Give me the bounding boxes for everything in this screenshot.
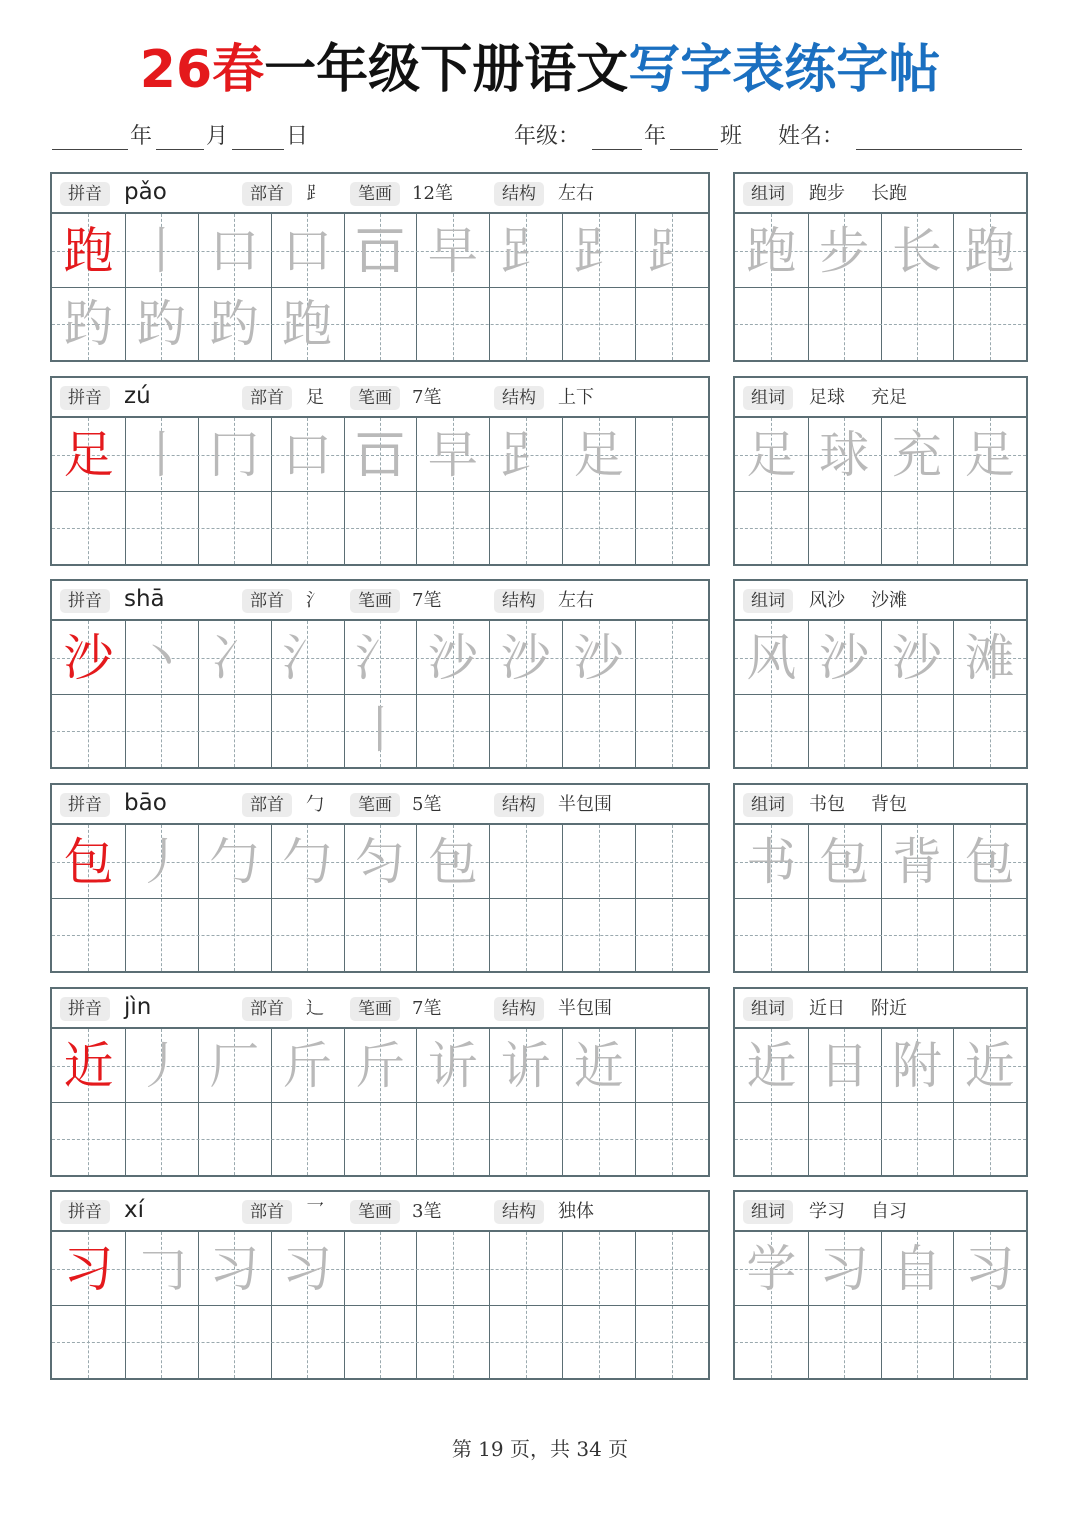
strokes-tag: 笔画: [350, 589, 400, 613]
grade-unit: 年: [644, 124, 667, 149]
guide-line: [599, 825, 600, 971]
model-character: 近: [63, 1036, 114, 1095]
stroke-step: 氵: [282, 628, 333, 687]
stroke-step: 䜣: [427, 1036, 478, 1095]
strokes-tag: 笔画: [350, 1200, 400, 1224]
stroke-step: 丿: [136, 832, 187, 891]
words-tag: 组词: [743, 793, 793, 817]
guide-line: [52, 1139, 708, 1140]
word-trace-character: 风: [746, 628, 797, 687]
model-character: 包: [63, 832, 114, 891]
month-label: 月: [206, 124, 229, 149]
words-tag: 组词: [743, 589, 793, 613]
stroke-step: 习: [282, 1239, 333, 1298]
radical-tag: 部首: [242, 386, 292, 410]
words-grid: [735, 621, 1026, 767]
stroke-step: 氵丨: [355, 628, 405, 759]
guide-line: [526, 1232, 527, 1378]
word-trace-character: 背: [891, 832, 942, 891]
words-grid: [735, 1029, 1026, 1175]
strokes-value: 12笔: [412, 183, 453, 204]
stroke-step: ⻊: [646, 221, 697, 280]
word-1: 风沙: [809, 590, 845, 611]
strokes-value: 7笔: [412, 387, 442, 408]
pinyin-value: jìn: [124, 994, 152, 1020]
writing-grid: [52, 1029, 708, 1175]
guide-line: [52, 935, 708, 936]
word-1: 近日: [809, 998, 845, 1019]
pinyin-value: xí: [124, 1197, 145, 1223]
radical-tag: 部首: [242, 182, 292, 206]
guide-line: [52, 1342, 708, 1343]
model-character: 跑: [63, 221, 114, 280]
word-2: 沙滩: [871, 590, 907, 611]
words-panel: [733, 376, 1028, 566]
word-trace-character: 沙: [819, 628, 870, 687]
character-panel: [50, 1190, 710, 1380]
guide-line: [672, 1029, 673, 1175]
structure-tag: 结构: [494, 997, 544, 1021]
word-trace-character: 充: [891, 425, 942, 484]
stroke-step: 𠮛: [355, 425, 405, 484]
cell-border: [735, 1102, 1026, 1103]
word-trace-character: 附: [891, 1036, 942, 1095]
radical-tag: 部首: [242, 793, 292, 817]
grade-blank[interactable]: [592, 149, 642, 150]
guide-line: [672, 418, 673, 564]
words-grid: [735, 418, 1026, 564]
pinyin-tag: 拼音: [60, 1200, 110, 1224]
words-panel: [733, 987, 1028, 1177]
model-character: 习: [63, 1239, 114, 1298]
words-info-bar: [735, 989, 1026, 1029]
structure-tag: 结构: [494, 1200, 544, 1224]
page-footer: 第 19 页，共 34 页: [451, 1437, 629, 1461]
stroke-step: 沙: [573, 628, 624, 687]
word-trace-character: 习: [964, 1239, 1015, 1298]
day-label: 日: [286, 124, 309, 149]
trace-character: 趵: [209, 294, 260, 353]
radical-value: 足: [306, 387, 324, 408]
character-info-bar: [52, 785, 708, 825]
words-panel: [733, 783, 1028, 973]
stroke-step: 厂: [209, 1036, 260, 1095]
structure-tag: 结构: [494, 386, 544, 410]
word-trace-character: 自: [891, 1239, 942, 1298]
radical-value: 氵: [306, 590, 324, 611]
guide-line: [735, 731, 1026, 732]
guide-line: [599, 1232, 600, 1378]
year-blank[interactable]: [52, 149, 128, 150]
structure-tag: 结构: [494, 793, 544, 817]
words-panel: [733, 1190, 1028, 1380]
stroke-step: 𧾷: [500, 221, 551, 280]
word-trace-character: 近: [964, 1036, 1015, 1095]
word-1: 足球: [809, 387, 845, 408]
character-panel: [50, 579, 710, 769]
class-blank[interactable]: [670, 149, 718, 150]
cell-border: [735, 491, 1026, 492]
stroke-step: 早: [427, 425, 478, 484]
word-trace-character: 包: [964, 832, 1015, 891]
word-trace-character: 长: [891, 221, 942, 280]
word-trace-character: 球: [819, 425, 870, 484]
strokes-value: 7笔: [412, 590, 442, 611]
structure-tag: 结构: [494, 589, 544, 613]
character-info-bar: [52, 378, 708, 418]
character-info-bar: [52, 581, 708, 621]
pinyin-tag: 拼音: [60, 386, 110, 410]
words-info-bar: [735, 378, 1026, 418]
word-trace-character: 书: [746, 832, 797, 891]
word-trace-character: 足: [746, 425, 797, 484]
title-grade: 一年级下册语文: [264, 40, 629, 100]
pinyin-tag: 拼音: [60, 793, 110, 817]
word-trace-character: 足: [964, 425, 1015, 484]
radical-tag: 部首: [242, 997, 292, 1021]
stroke-step: 𠮛: [355, 221, 405, 280]
word-trace-character: 跑: [746, 221, 797, 280]
guide-line: [672, 825, 673, 971]
strokes-value: 5笔: [412, 794, 442, 815]
stroke-step: 𠃌: [136, 1239, 187, 1298]
day-blank[interactable]: [232, 149, 284, 150]
words-info-bar: [735, 1192, 1026, 1232]
character-panel: [50, 376, 710, 566]
trace-character: 跑: [282, 294, 333, 353]
stroke-step: 勹: [209, 832, 260, 891]
structure-value: 上下: [558, 387, 594, 408]
model-character: 足: [63, 425, 114, 484]
pinyin-value: zú: [124, 383, 151, 409]
radical-tag: 部首: [242, 589, 292, 613]
stroke-step: 沙: [500, 628, 551, 687]
stroke-step: 冂: [209, 425, 260, 484]
writing-grid: [52, 1232, 708, 1378]
trace-character: 趵: [136, 294, 187, 353]
stroke-step: 斤: [282, 1036, 333, 1095]
stroke-step: 沙: [427, 628, 478, 687]
stroke-step: 丶: [136, 628, 187, 687]
radical-value: 勹: [306, 794, 324, 815]
word-2: 背包: [871, 794, 907, 815]
stroke-step: 匀: [355, 832, 405, 891]
guide-line: [672, 1232, 673, 1378]
guide-line: [735, 1342, 1026, 1343]
strokes-tag: 笔画: [350, 997, 400, 1021]
stroke-step: 近: [573, 1036, 624, 1095]
word-2: 长跑: [871, 183, 907, 204]
word-trace-character: 习: [819, 1239, 870, 1298]
words-tag: 组词: [743, 997, 793, 1021]
stroke-step: 丿: [136, 1036, 187, 1095]
strokes-tag: 笔画: [350, 386, 400, 410]
word-trace-character: 包: [819, 832, 870, 891]
structure-value: 独体: [558, 1201, 594, 1222]
words-panel: [733, 579, 1028, 769]
stroke-step: 包: [427, 832, 478, 891]
strokes-value: 7笔: [412, 998, 442, 1019]
writing-grid: [52, 825, 708, 971]
guide-line: [526, 825, 527, 971]
stroke-step: 冫: [209, 628, 260, 687]
stroke-step: 口: [209, 221, 260, 280]
structure-value: 半包围: [558, 998, 612, 1019]
model-character: 沙: [63, 628, 114, 687]
pinyin-tag: 拼音: [60, 997, 110, 1021]
stroke-step: 丨: [136, 221, 187, 280]
words-tag: 组词: [743, 182, 793, 206]
guide-line: [52, 528, 708, 529]
stroke-step: 足: [573, 425, 624, 484]
pinyin-tag: 拼音: [60, 182, 110, 206]
guide-line: [735, 324, 1026, 325]
stroke-step: 𧾷: [573, 221, 624, 280]
year-label: 年: [130, 124, 153, 149]
page-title: [0, 38, 1080, 102]
word-trace-character: 日: [819, 1036, 870, 1095]
word-trace-character: 滩: [964, 628, 1015, 687]
name-label: 姓名：: [778, 124, 845, 149]
stroke-step: 习: [209, 1239, 260, 1298]
name-blank[interactable]: [856, 149, 1022, 150]
writing-grid: [52, 214, 708, 360]
words-panel: [733, 172, 1028, 362]
character-panel: [50, 987, 710, 1177]
stroke-step: 䜣: [500, 1036, 551, 1095]
guide-line: [672, 621, 673, 767]
word-1: 学习: [809, 1201, 845, 1222]
cell-border: [735, 1305, 1026, 1306]
stroke-step: 口: [282, 425, 333, 484]
stroke-step: 早: [427, 221, 478, 280]
words-grid: [735, 214, 1026, 360]
words-info-bar: [735, 581, 1026, 621]
writing-grid: [52, 621, 708, 767]
structure-value: 半包围: [558, 794, 612, 815]
month-blank[interactable]: [156, 149, 204, 150]
cell-border: [735, 898, 1026, 899]
pinyin-value: bāo: [124, 790, 167, 816]
radical-value: 乛: [306, 1201, 324, 1222]
info-row: [0, 120, 1080, 156]
strokes-tag: 笔画: [350, 793, 400, 817]
character-info-bar: [52, 174, 708, 214]
radical-value: ⻊: [306, 183, 324, 204]
character-panel: [50, 783, 710, 973]
word-trace-character: 学: [746, 1239, 797, 1298]
pinyin-value: pǎo: [124, 179, 167, 205]
structure-value: 左右: [558, 590, 594, 611]
words-grid: [735, 1232, 1026, 1378]
guide-line: [735, 1139, 1026, 1140]
radical-value: 辶: [306, 998, 324, 1019]
words-grid: [735, 825, 1026, 971]
word-trace-character: 跑: [964, 221, 1015, 280]
words-info-bar: [735, 174, 1026, 214]
character-panel: [50, 172, 710, 362]
structure-value: 左右: [558, 183, 594, 204]
pinyin-tag: 拼音: [60, 589, 110, 613]
strokes-tag: 笔画: [350, 182, 400, 206]
stroke-step: 勹: [282, 832, 333, 891]
word-2: 自习: [871, 1201, 907, 1222]
class-unit: 班: [720, 124, 743, 149]
strokes-value: 3笔: [412, 1201, 442, 1222]
word-trace-character: 沙: [891, 628, 942, 687]
word-2: 充足: [871, 387, 907, 408]
radical-tag: 部首: [242, 1200, 292, 1224]
character-info-bar: [52, 989, 708, 1029]
words-tag: 组词: [743, 1200, 793, 1224]
word-1: 书包: [809, 794, 845, 815]
guide-line: [735, 935, 1026, 936]
stroke-step: 丨: [136, 425, 187, 484]
word-trace-character: 近: [746, 1036, 797, 1095]
guide-line: [735, 528, 1026, 529]
guide-line: [380, 1232, 381, 1378]
writing-grid: [52, 418, 708, 564]
words-tag: 组词: [743, 386, 793, 410]
stroke-step: 口: [282, 221, 333, 280]
character-info-bar: [52, 1192, 708, 1232]
grade-label: 年级：: [514, 124, 581, 149]
stroke-step: 𧾷: [500, 425, 551, 484]
stroke-step: 斤: [355, 1036, 405, 1095]
word-1: 跑步: [809, 183, 845, 204]
title-subject: 写字表练字帖: [628, 40, 941, 100]
word-2: 附近: [871, 998, 907, 1019]
title-season: 26春: [139, 40, 265, 100]
guide-line: [453, 1232, 454, 1378]
structure-tag: 结构: [494, 182, 544, 206]
words-info-bar: [735, 785, 1026, 825]
trace-character: 趵: [63, 294, 114, 353]
cell-border: [735, 694, 1026, 695]
word-trace-character: 步: [819, 221, 870, 280]
cell-border: [735, 287, 1026, 288]
pinyin-value: shā: [124, 586, 165, 612]
